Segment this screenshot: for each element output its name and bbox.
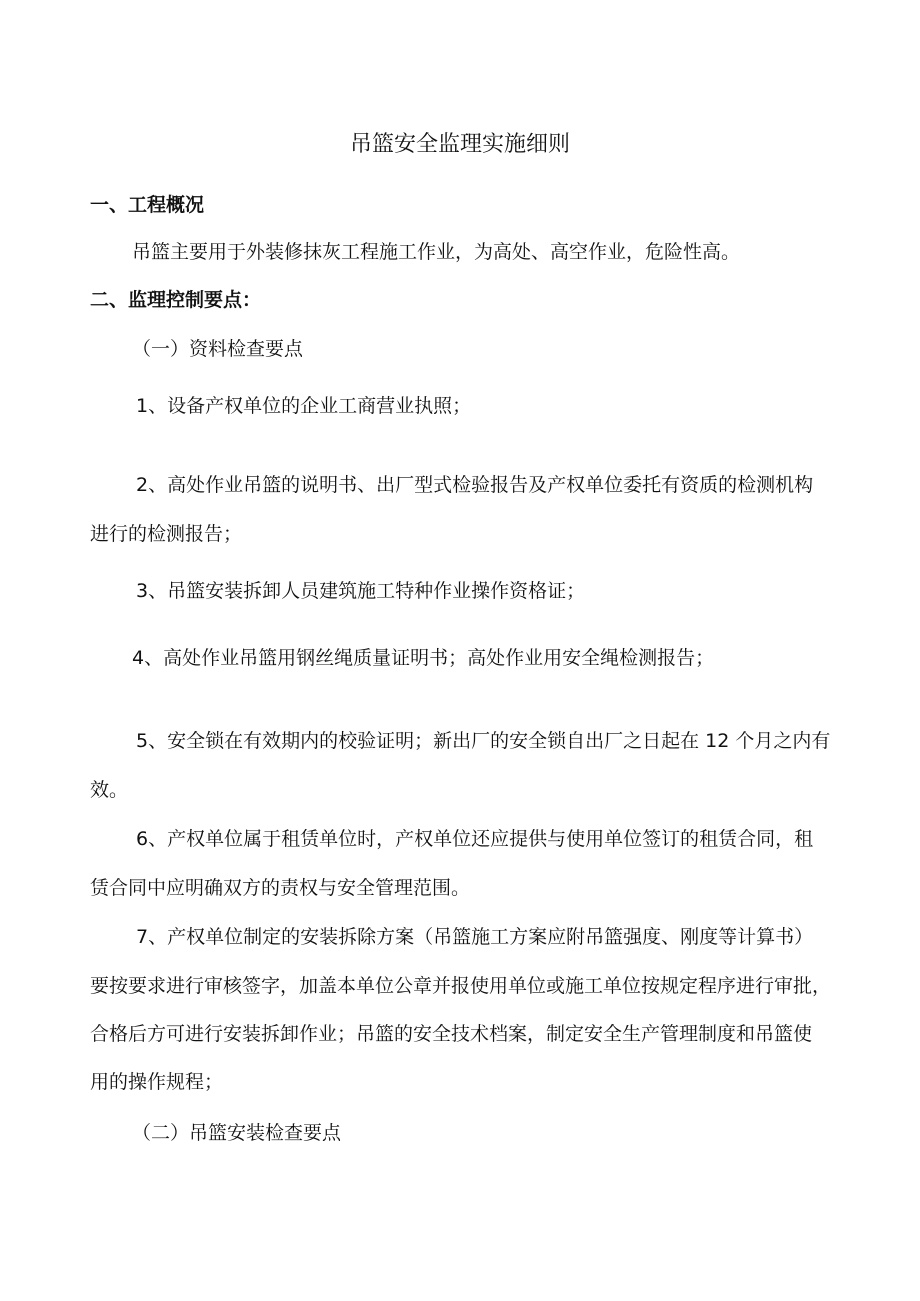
list-item-2-line-1: 2、高处作业吊篮的说明书、出厂型式检验报告及产权单位委托有资质的检测机构	[136, 474, 814, 496]
section-heading-control-points: 二、监理控制要点：	[90, 289, 262, 311]
document-title: 吊篮安全监理实施细则	[349, 132, 570, 157]
list-item-7-line-3: 合格后方可进行安装拆卸作业；吊篮的安全技术档案，制定安全生产管理制度和吊篮使	[90, 1023, 813, 1045]
list-item-5-line-1: 5、安全锁在有效期内的校验证明；新出厂的安全锁自出厂之日起在 12 个月之内有	[136, 730, 831, 752]
overview-paragraph: 吊篮主要用于外装修抹灰工程施工作业，为高处、高空作业，危险性高。	[132, 241, 741, 263]
list-item-7-line-4: 用的操作规程；	[90, 1071, 224, 1093]
section-heading-overview: 一、工程概况	[90, 194, 205, 216]
subsection-heading-installation-check: （二）吊篮安装检查要点	[132, 1122, 342, 1144]
list-item-5-line-2: 效。	[90, 779, 129, 801]
list-item-4-line-1: 4、高处作业吊篮用钢丝绳质量证明书；高处作业用安全绳检测报告；	[132, 647, 715, 669]
list-item-7-line-2: 要按要求进行审核签字，加盖本单位公章并报使用单位或施工单位按规定程序进行审批，	[90, 975, 832, 997]
list-item-7-line-1: 7、产权单位制定的安装拆除方案（吊篮施工方案应附吊篮强度、刚度等计算书）	[136, 926, 814, 948]
list-item-3-line-1: 3、吊篮安装拆卸人员建筑施工特种作业操作资格证；	[136, 580, 586, 602]
subsection-heading-document-check: （一）资料检查要点	[132, 338, 304, 360]
list-item-6-line-2: 赁合同中应明确双方的责权与安全管理范围。	[90, 877, 471, 899]
list-item-1-line-1: 1、设备产权单位的企业工商营业执照；	[136, 395, 472, 417]
list-item-6-line-1: 6、产权单位属于租赁单位时，产权单位还应提供与使用单位签订的租赁合同，租	[136, 828, 814, 850]
list-item-2-line-2: 进行的检测报告；	[90, 523, 243, 545]
